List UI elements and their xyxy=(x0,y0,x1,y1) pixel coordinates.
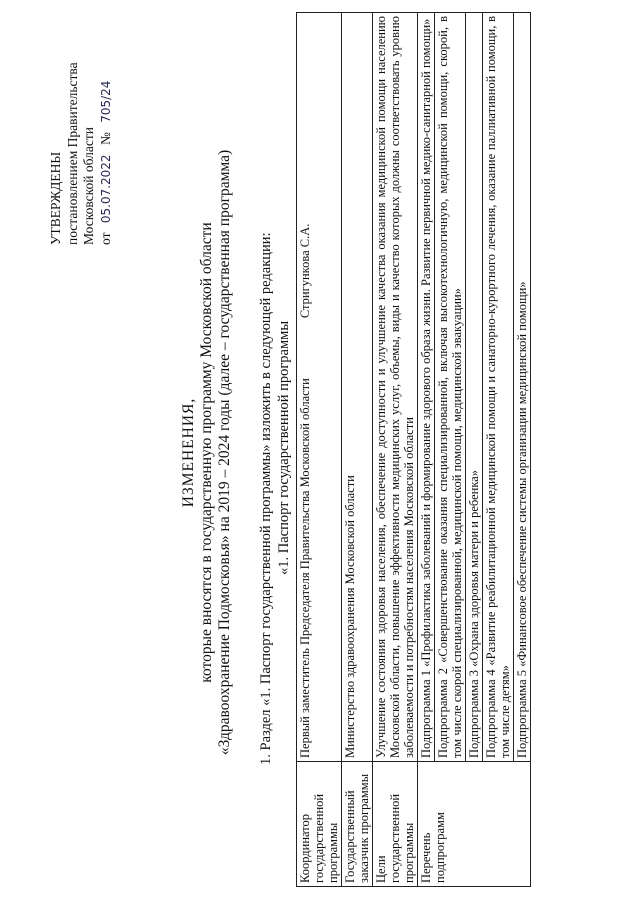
table-row xyxy=(466,13,483,887)
subprogram-item-2: Подпрограмма 2 «Совершенствование оказания специализированной, включая высокотехнологичную, медицинской помощи, скорой, в том числе скорой специализированной, медицинской помощи, медицинской эвакуации» xyxy=(435,13,466,762)
table-row xyxy=(297,13,342,887)
approval-title: УТВЕРЖДЕНЫ xyxy=(48,151,63,245)
document-title: ИЗМЕНЕНИЯ, xyxy=(180,397,197,508)
table-row xyxy=(342,13,373,887)
approval-region: Московской области xyxy=(81,126,96,245)
customer-value: Министерство здравоохранения Московской области xyxy=(342,13,373,762)
customer-label: Государственный заказчик программы xyxy=(342,762,373,887)
coordinator-value: Первый заместитель Председателя Правительства Московской области xyxy=(298,378,312,758)
date-prefix: от xyxy=(97,232,113,245)
approval-number: 705/24 xyxy=(98,80,113,123)
passport-table xyxy=(296,12,531,887)
subprogram-item-4: Подпрограмма 4 «Развитие реабилитационной медицинской помощи и санаторно-курортного лечения, оказание паллиативной помощи, в том числе детям» xyxy=(483,13,514,762)
approval-date-line xyxy=(98,15,115,245)
goals-value: Улучшение состояния здоровья населения, обеспечение доступности и улучшение качества оказания медицинской помощи населению Московской области, повышение эффективности медицинских услуг, объемы, виды и качество которых должны соответствовать уровню заболеваемости и потребностям населения Московской области xyxy=(373,13,418,762)
table-row xyxy=(435,13,466,887)
goals-label: Цели государственной программы xyxy=(373,762,418,887)
coordinator-label: Координатор государственной программы xyxy=(297,762,342,887)
coordinator-person: Стригункова С.А. xyxy=(298,223,312,319)
table-row xyxy=(373,13,418,887)
passport-heading: «1. Паспорт государственной программы xyxy=(276,320,292,575)
table-row xyxy=(514,13,531,887)
subprograms-label: Перечень подпрограмм xyxy=(418,762,531,887)
table-row xyxy=(418,13,435,887)
subprogram-item-3: Подпрограмма 3 «Охрана здоровья матери и ребенка» xyxy=(466,13,483,762)
number-prefix: № xyxy=(97,132,113,146)
table-row xyxy=(483,13,514,887)
coordinator-cell xyxy=(297,13,342,762)
subprogram-item-1: Подпрограмма 1 «Профилактика заболеваний и формирование здорового образа жизни. Развитие первичной медико-санитарной помощи» xyxy=(418,13,435,762)
approval-decree: постановлением Правительства xyxy=(64,62,80,245)
subprogram-item-5: Подпрограмма 5 «Финансовое обеспечение системы организации медицинской помощи» xyxy=(514,13,531,762)
section-instruction: 1. Раздел «1. Паспорт государственной программы» изложить в следующей редакции: xyxy=(258,232,274,765)
document-heading xyxy=(180,0,234,905)
program-name: «Здравоохранение Подмосковья» на 2019 – 2024 годы (далее – государственная программа) xyxy=(216,149,233,756)
document-subtitle: которые вносятся в государственную программу Московской области xyxy=(198,222,215,683)
approval-stamp xyxy=(48,15,114,245)
approval-date: 05.07.2022 xyxy=(98,154,113,224)
